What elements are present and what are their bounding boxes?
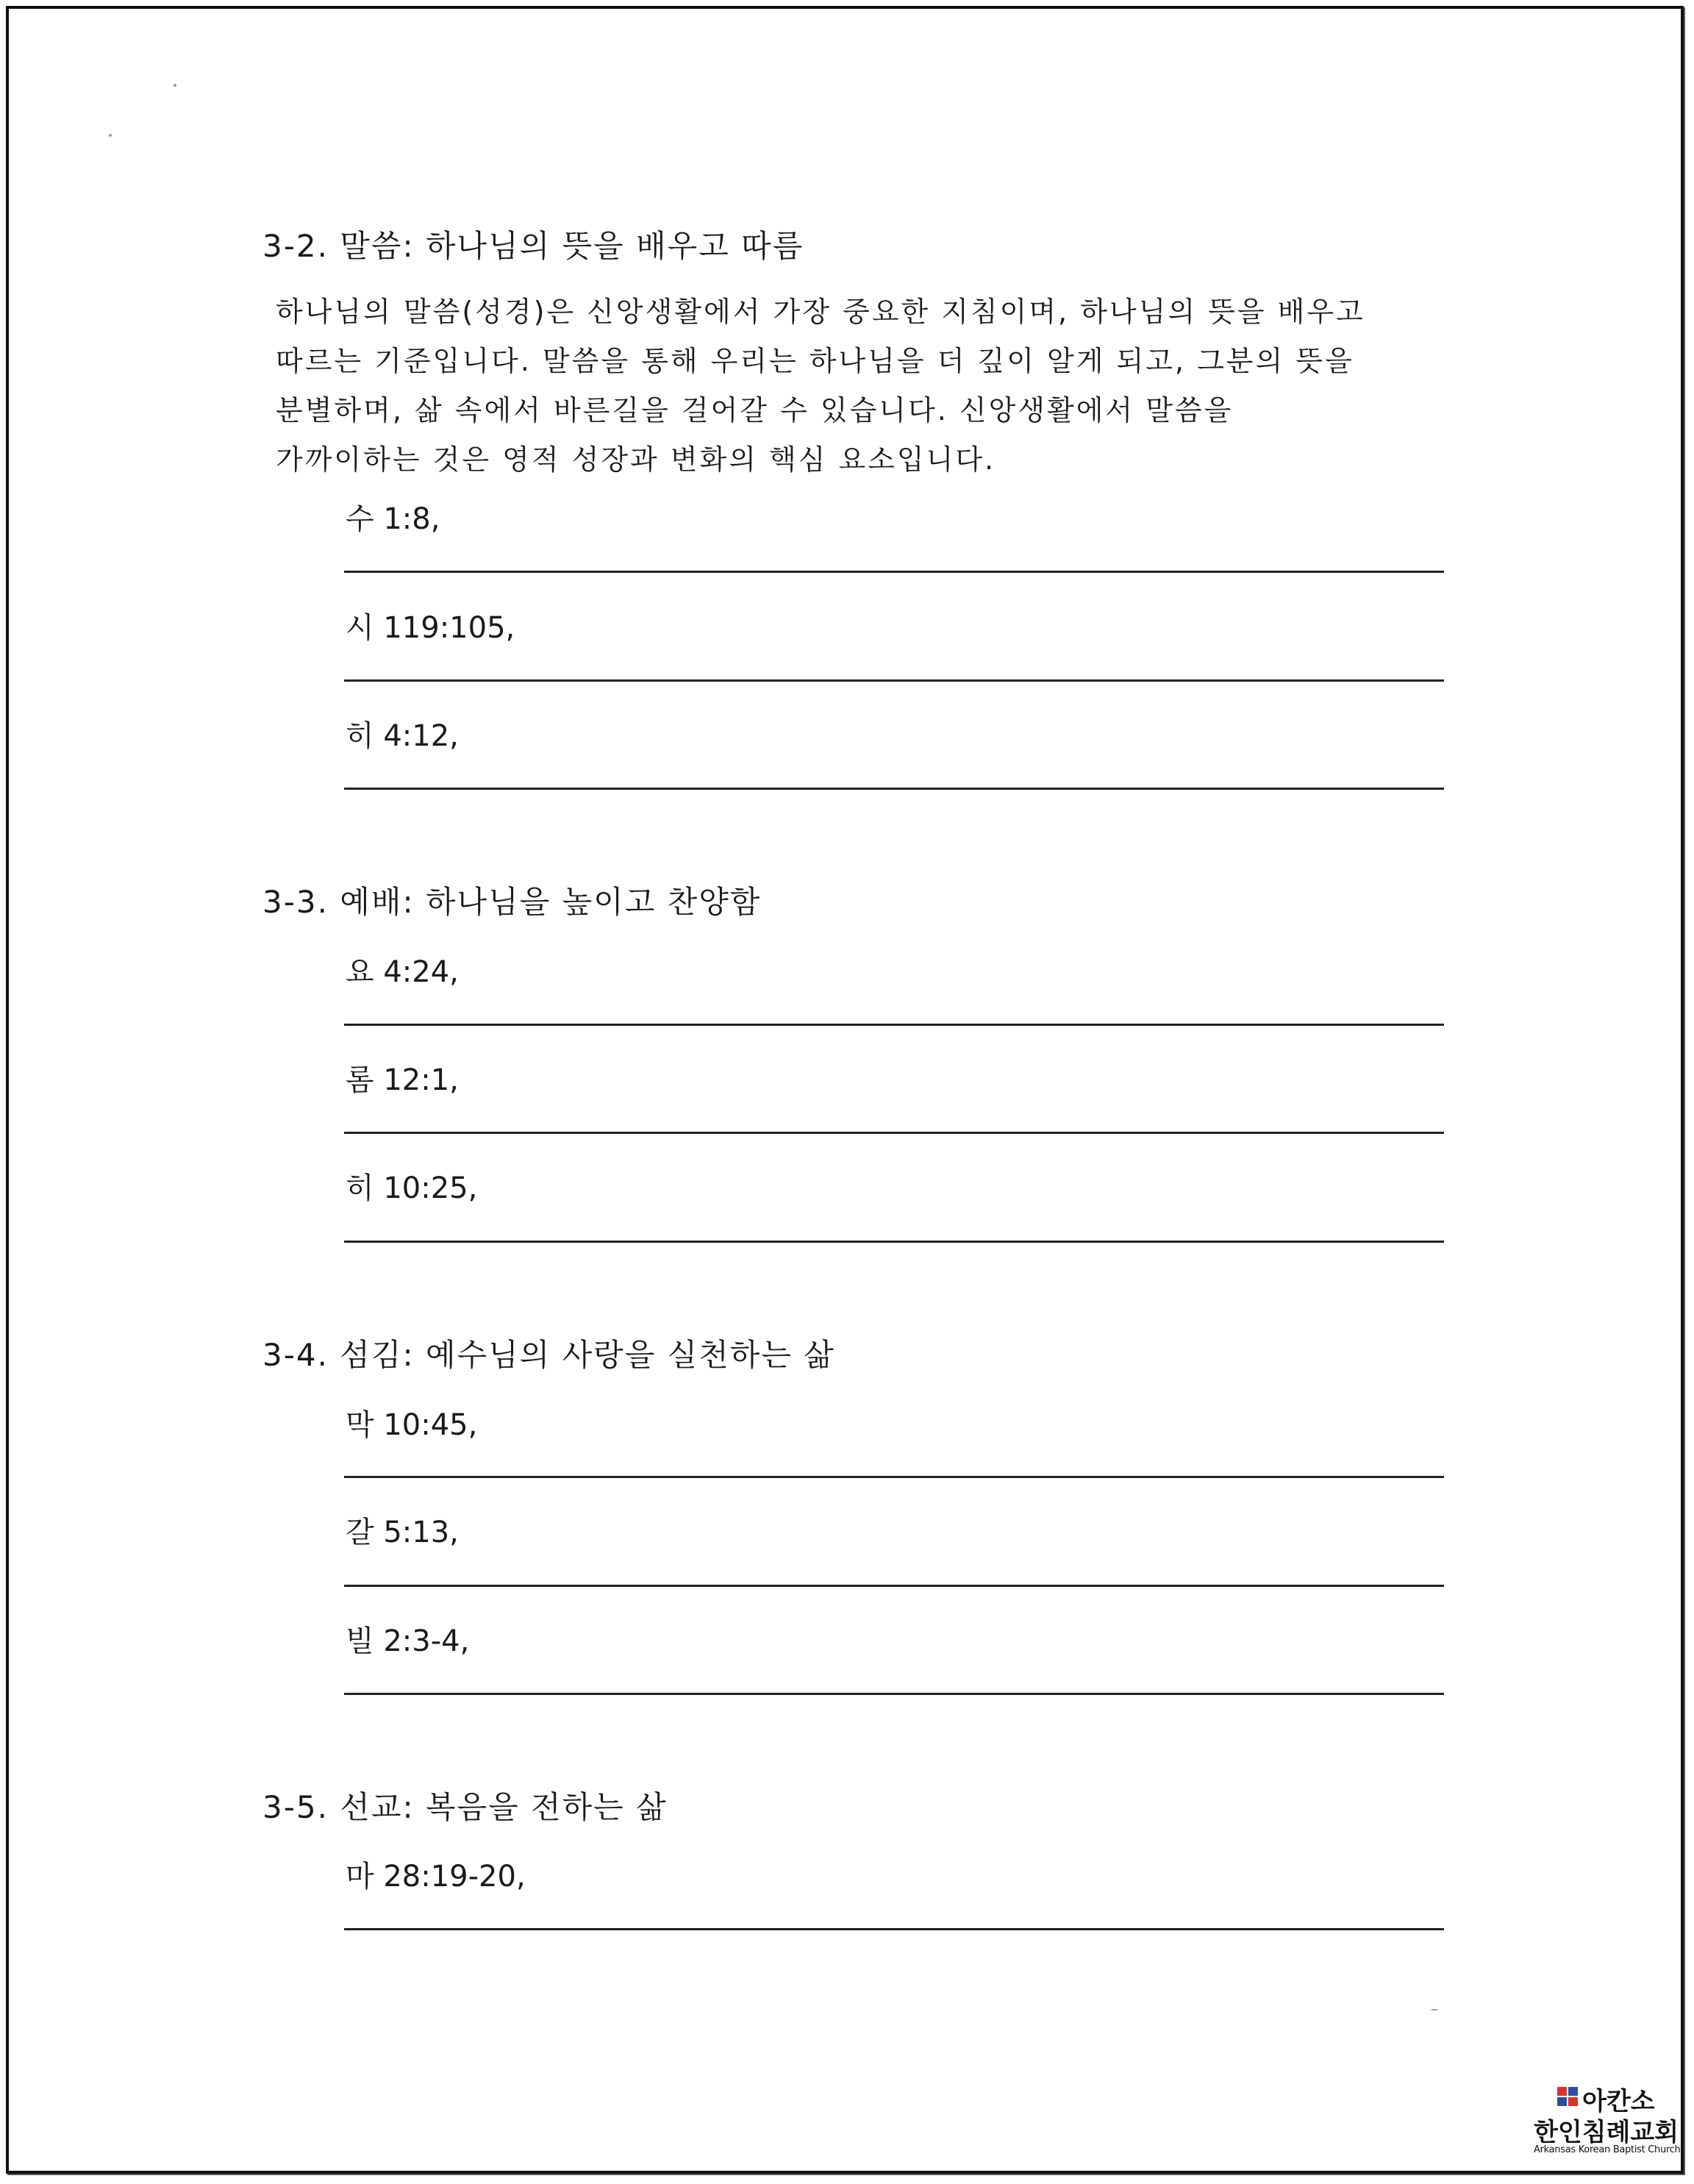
- section-3-2-paragraph-line: 분별하며, 삶 속에서 바른길을 걸어갈 수 있습니다. 신앙생활에서 말씀을: [276, 394, 1234, 427]
- verse-reference: 히 10:25,: [346, 1171, 478, 1205]
- answer-line[interactable]: [344, 1024, 1444, 1026]
- verse-reference: 빌 2:3-4,: [346, 1624, 470, 1658]
- page-border: [6, 6, 1684, 2174]
- answer-line[interactable]: [344, 1132, 1444, 1134]
- answer-line[interactable]: [344, 1476, 1444, 1478]
- section-3-2-paragraph-line: 따르는 기준입니다. 말씀을 통해 우리는 하나님을 더 깊이 알게 되고, 그분의 뜻을: [276, 345, 1354, 377]
- answer-line[interactable]: [344, 1928, 1444, 1930]
- answer-line[interactable]: [344, 679, 1444, 682]
- logo-square-icon: [1557, 2097, 1567, 2106]
- scan-speck: [109, 134, 112, 137]
- church-logo-icon: [1557, 2087, 1579, 2108]
- verse-reference: 롬 12:1,: [346, 1063, 459, 1097]
- logo-square-icon: [1557, 2087, 1567, 2096]
- scan-speck: [1431, 2009, 1438, 2010]
- church-name-line2: 한인침례교회: [1534, 2118, 1679, 2147]
- church-name-english: Arkansas Korean Baptist Church: [1534, 2144, 1681, 2155]
- section-title-3-5: 3-5. 선교: 복음을 전하는 삶: [262, 1789, 668, 1825]
- section-title-3-4: 3-4. 섬김: 예수님의 사랑을 실천하는 삶: [262, 1337, 835, 1373]
- verse-reference: 막 10:45,: [346, 1408, 478, 1442]
- verse-reference: 갈 5:13,: [346, 1516, 459, 1549]
- answer-line[interactable]: [344, 1585, 1444, 1587]
- section-title-3-3: 3-3. 예배: 하나님을 높이고 찬양함: [262, 884, 762, 920]
- scan-speck: [174, 84, 176, 87]
- answer-line[interactable]: [344, 571, 1444, 573]
- verse-reference: 수 1:8,: [346, 502, 440, 536]
- answer-line[interactable]: [344, 1693, 1444, 1695]
- section-3-2-paragraph-line: 가까이하는 것은 영적 성장과 변화의 핵심 요소입니다.: [276, 443, 996, 476]
- answer-line[interactable]: [344, 788, 1444, 790]
- verse-reference: 히 4:12,: [346, 719, 459, 753]
- section-3-2-paragraph-line: 하나님의 말씀(성경)은 신앙생활에서 가장 중요한 지침이며, 하나님의 뜻을 배우고: [276, 296, 1365, 328]
- section-title-3-2: 3-2. 말씀: 하나님의 뜻을 배우고 따름: [262, 228, 804, 264]
- verse-reference: 마 28:19-20,: [346, 1860, 526, 1894]
- church-logo: [1516, 2081, 1681, 2162]
- logo-square-icon: [1568, 2087, 1578, 2096]
- verse-reference: 시 119:105,: [346, 611, 515, 645]
- verse-reference: 요 4:24,: [346, 955, 459, 989]
- logo-square-icon: [1568, 2097, 1578, 2106]
- answer-line[interactable]: [344, 1241, 1444, 1243]
- church-name-line1: 아칸소: [1582, 2087, 1655, 2116]
